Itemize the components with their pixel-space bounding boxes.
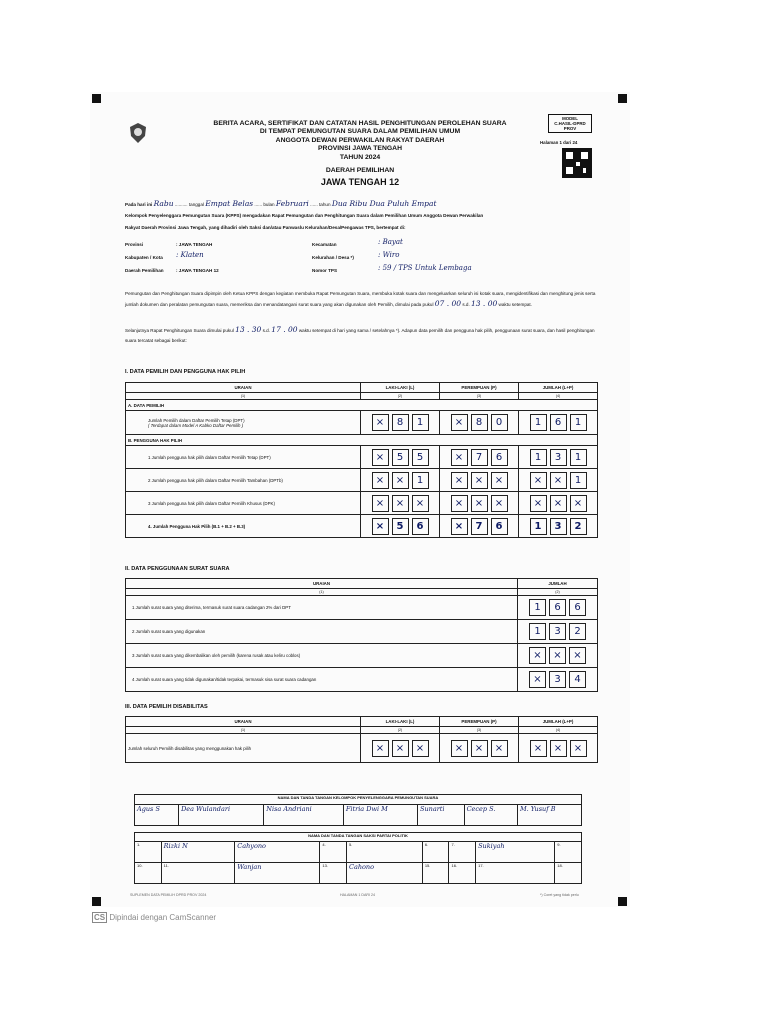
row-label: 4 Jumlah surat suara yang tidak digunakan/tidak terpakai, termasuk sisa surat suara cadangan xyxy=(126,668,518,692)
header-cell: PEREMPUAN (P) xyxy=(440,383,519,393)
paragraph-2 xyxy=(125,325,605,346)
header-cell: URAIAN xyxy=(126,579,518,589)
digit-cell: × xyxy=(471,472,488,489)
saksi-cell: 9. xyxy=(555,842,582,863)
digit-cell: × xyxy=(530,740,547,757)
corner-mark xyxy=(92,94,101,103)
digit-cell: 3 xyxy=(550,449,567,466)
tps-label: Nomor TPS xyxy=(312,268,338,273)
digit-cell: × xyxy=(549,647,566,664)
row-label: 1 Jumlah pengguna hak pilih dalam Daftar Pemilih Tetap (DPT) xyxy=(126,446,361,469)
digit-cell: × xyxy=(491,472,508,489)
saksi-signature: Rizki N xyxy=(161,842,235,863)
digit-cell: 1 xyxy=(529,599,546,616)
digit-cell: × xyxy=(412,740,429,757)
digit-cell: 0 xyxy=(491,414,508,431)
section-1-title: I. DATA PEMILIH DAN PENGGUNA HAK PILIH xyxy=(125,369,246,375)
digit-cell: 3 xyxy=(549,623,566,640)
digit-cell: × xyxy=(550,472,567,489)
value-j xyxy=(519,411,598,435)
saksi-signature: Cahono xyxy=(346,863,422,884)
digit-cell: × xyxy=(372,495,389,512)
digit-cell: 8 xyxy=(392,414,409,431)
value-p xyxy=(440,411,519,435)
saksi-table xyxy=(134,832,582,884)
digit-cell: × xyxy=(451,518,468,535)
digit-cell: 5 xyxy=(392,518,409,535)
saksi-cell: 4. xyxy=(320,842,347,863)
title-line: DI TEMPAT PEMUNGUTAN SUARA DALAM PEMILIHAN UMUM xyxy=(259,128,461,136)
qr-code-icon xyxy=(562,148,592,178)
paragraph-text: waktu setempat. xyxy=(498,302,532,307)
digit-cell: × xyxy=(529,671,546,688)
digit-cell: 3 xyxy=(550,518,567,535)
digit-cell: × xyxy=(392,495,409,512)
digit-cell: 1 xyxy=(530,449,547,466)
sd-label: s.d. xyxy=(462,302,470,307)
paragraph-text: Pemungutan dan Penghitungan Suara dipimpin oleh Ketua KPPS dengan kegiatan membuka Rapat Pemungutan Suara, membuka kotak suara dan mengeluarkan seluruh isi kotak suara, mengidentifikasi dan menghitung jenis serta jumlah dokumen dan peralatan pemungutan suara, memeriksa dan menandatangani surat suara yang akan digunakan oleh Pemilih, dimulai pada pukul xyxy=(125,291,596,307)
digit-cell: × xyxy=(491,740,508,757)
model-line: PROV xyxy=(563,126,577,131)
header-cell: URAIAN xyxy=(126,717,361,727)
paragraph-1 xyxy=(125,289,605,310)
digit-cell: × xyxy=(392,740,409,757)
kpu-logo-icon xyxy=(128,122,148,144)
num-cell: (4) xyxy=(519,727,598,734)
kpps-signature: Nisa Andriani xyxy=(266,805,312,813)
camscanner-text: Dipindai dengan CamScanner xyxy=(109,913,217,922)
section-3-title: III. DATA PEMILIH DISABILITAS xyxy=(125,704,208,710)
digit-cell: × xyxy=(471,740,488,757)
daerah-value: JAWA TENGAH 12 xyxy=(320,177,400,187)
digit-cell: 1 xyxy=(412,414,429,431)
camscanner-icon: CS xyxy=(94,913,106,922)
digit-cell: × xyxy=(372,472,389,489)
digit-cell: × xyxy=(372,740,389,757)
digit-cell: × xyxy=(491,495,508,512)
digit-cell: × xyxy=(550,740,567,757)
digit-cell: 1 xyxy=(530,414,547,431)
saksi-cell: 1. xyxy=(135,842,162,863)
digit-cell: 3 xyxy=(549,671,566,688)
saksi-cell: 13. xyxy=(320,863,347,884)
digit-cell: 1 xyxy=(529,623,546,640)
kelurahan-label: Kelurahan / Desa *) xyxy=(312,255,354,260)
header-cell: JUMLAH (L+P) xyxy=(519,383,598,393)
digit-cell: 7 xyxy=(471,518,488,535)
saksi-cell: 16. xyxy=(449,863,476,884)
digit-cell: 6 xyxy=(412,518,429,535)
num-cell: (1) xyxy=(126,393,361,400)
footer-left: SUPLEMEN DATA PEMILIH DPRD PROV 2024 xyxy=(130,893,207,897)
kpps-signature: Agus S xyxy=(137,805,160,813)
num-cell: (1) xyxy=(126,589,518,596)
digit-cell: × xyxy=(451,449,468,466)
kabupaten-label: Kabupaten / Kota xyxy=(125,255,163,260)
digit-cell: 2 xyxy=(569,623,586,640)
digit-cell: × xyxy=(451,740,468,757)
hari-value: Rabu xyxy=(153,199,174,208)
kecamatan-label: Kecamatan xyxy=(312,242,337,247)
header-cell: LAKI-LAKI (L) xyxy=(361,383,440,393)
tanggal-label: tanggal xyxy=(188,202,204,207)
row-label: 3 Jumlah surat suara yang dikembalikan oleh pemilih (karena rusak atau keliru coblos) xyxy=(126,644,518,668)
header-cell: JUMLAH xyxy=(518,579,598,589)
model-line: MODEL xyxy=(562,116,578,121)
footer-right: *) Coret yang tidak perlu xyxy=(540,893,579,897)
digit-cell: × xyxy=(451,414,468,431)
model-line: C.HASIL-DPRD xyxy=(554,121,586,126)
footer-middle: HALAMAN 1 DARI 24 xyxy=(340,893,375,897)
digit-cell: 6 xyxy=(549,599,566,616)
digit-cell: × xyxy=(530,472,547,489)
kpps-signature: Dea Wulandari xyxy=(181,805,231,813)
saksi-signature: Sukiyah xyxy=(476,842,555,863)
title-line: ANGGOTA DEWAN PERWAKILAN RAKYAT DAERAH xyxy=(275,136,445,144)
row-label xyxy=(126,411,361,435)
num-cell: (1) xyxy=(126,727,361,734)
saksi-cell: 15. xyxy=(422,863,449,884)
digit-cell: 6 xyxy=(491,518,508,535)
digit-cell: × xyxy=(530,495,547,512)
corner-mark xyxy=(92,897,101,906)
bulan-label: bulan xyxy=(263,202,275,207)
bulan-value: Februari xyxy=(275,199,309,208)
section-1-table xyxy=(125,382,598,538)
row-sub-text: ( Terdapat dalam Model A Kabko Daftar Pemilih ) xyxy=(148,422,244,428)
digit-cell: 1 xyxy=(570,449,587,466)
title-line: PROVINSI JAWA TENGAH xyxy=(318,145,402,153)
digit-cell: × xyxy=(451,472,468,489)
intro-line: Pada hari ini Rabu .......... tanggal Empat Belas ...... bulan Februari ...... tahun Dua Ribu Dua Puluh Empat xyxy=(125,199,437,208)
digit-cell: × xyxy=(392,472,409,489)
num-cell: (2) xyxy=(518,589,598,596)
kpps-signature: M. Yusuf B xyxy=(520,805,556,813)
corner-mark xyxy=(618,897,627,906)
digit-cell: × xyxy=(569,647,586,664)
saksi-cell: 6. xyxy=(422,842,449,863)
intro-prefix: Pada hari ini xyxy=(125,202,153,207)
row-label: 3 Jumlah pengguna hak pilih dalam Daftar Pemilih Khusus (DPK) xyxy=(126,492,361,515)
digit-cell: × xyxy=(570,495,587,512)
digit-cell: × xyxy=(451,495,468,512)
digit-cell: × xyxy=(529,647,546,664)
camscanner-watermark xyxy=(92,913,216,922)
daerah-label: DAERAH PEMILIHAN xyxy=(325,167,395,174)
signature-table xyxy=(134,794,582,826)
digit-cell: 1 xyxy=(570,414,587,431)
saksi-cell: 17. xyxy=(476,863,555,884)
saksi-cell: 7. xyxy=(449,842,476,863)
row-label: 2 Jumlah surat suara yang digunakan xyxy=(126,620,518,644)
header-cell: PEREMPUAN (P) xyxy=(440,717,519,727)
digit-cell: 1 xyxy=(530,518,547,535)
digit-cell: 6 xyxy=(550,414,567,431)
sd-label: s.d. xyxy=(262,328,271,333)
digit-cell: × xyxy=(372,449,389,466)
kpps-signature: Cecep S. xyxy=(466,805,496,813)
digit-cell: × xyxy=(372,414,389,431)
digit-cell: × xyxy=(471,495,488,512)
saksi-signature: Cahyono xyxy=(235,842,320,863)
digit-cell: 4 xyxy=(569,671,586,688)
digit-cell: × xyxy=(372,518,389,535)
digit-cell: 5 xyxy=(392,449,409,466)
row-label-text: Jumlah Pemilih dalam Daftar Pemilih Tetap (DPT) xyxy=(148,417,245,423)
digit-cell: 1 xyxy=(570,472,587,489)
dapil-label: Daerah Pemilihan xyxy=(125,268,164,273)
model-box xyxy=(548,114,592,133)
document-title xyxy=(170,120,550,162)
kabupaten-value: : Klaten xyxy=(176,251,204,259)
row-label: 2 Jumlah pengguna hak pilih dalam Daftar Pemilih Tambahan (DPTb) xyxy=(126,469,361,492)
count-end-time: 17 . 00 xyxy=(271,325,298,334)
digit-cell: 6 xyxy=(569,599,586,616)
kecamatan-value: : Bayat xyxy=(378,238,403,246)
end-time: 13 . 00 xyxy=(471,299,498,308)
saksi-cell: 10. xyxy=(135,863,162,884)
tps-value: : 59 / TPS Untuk Lembaga xyxy=(378,264,472,272)
digit-cell: 5 xyxy=(412,449,429,466)
dapil-value: : JAWA TENGAH 12 xyxy=(176,268,219,273)
kpps-title: NAMA DAN TANDA TANGAN KELOMPOK PENYELENGGARA PEMUNGUTAN SUARA xyxy=(135,795,582,805)
num-cell: (2) xyxy=(361,727,440,734)
digit-cell: 6 xyxy=(491,449,508,466)
digit-cell: 8 xyxy=(471,414,488,431)
tahun-value: Dua Ribu Dua Puluh Empat xyxy=(331,199,437,208)
digit-cell: 1 xyxy=(412,472,429,489)
start-time: 07 . 00 xyxy=(434,299,462,308)
saksi-cell: 5. xyxy=(346,842,422,863)
digit-cell: × xyxy=(412,495,429,512)
header-cell: JUMLAH (L+P) xyxy=(519,717,598,727)
provinsi-value: : JAWA TENGAH xyxy=(176,242,213,247)
section-3-table xyxy=(125,716,598,763)
count-start-time: 13 . 30 xyxy=(235,325,262,334)
header-cell: URAIAN xyxy=(126,383,361,393)
tahun-label: tahun xyxy=(319,202,331,207)
saksi-signature: Wanjan xyxy=(235,863,320,884)
paragraph-text: Selanjutnya Rapat Penghitungan Suara dimulai pukul xyxy=(125,328,234,333)
group-label: B. PENGGUNA HAK PILIH xyxy=(126,435,598,446)
saksi-title: NAMA DAN TANDA TANGAN SAKSI PARTAI POLITIK xyxy=(135,833,582,842)
digit-cell: × xyxy=(550,495,567,512)
row-label: 1 Jumlah surat suara yang diterima, termasuk surat suara cadangan 2% dari DPT xyxy=(126,596,518,620)
provinsi-label: Provinsi xyxy=(125,242,144,247)
num-cell: (2) xyxy=(361,393,440,400)
page-number: Halaman 1 dari 24 xyxy=(540,140,578,145)
row-label: Jumlah seluruh Pemilih disabilitas yang menggunakan hak pilih xyxy=(126,734,361,763)
group-label: A. DATA PEMILIH xyxy=(126,400,598,411)
intro-line: Kelompok Penyelenggara Pemungutan Suara (KPPS) mengadakan Rapat Pemungutan dan Penghitungan Suara dalam Pemilihan Umum Anggota Dewan Perwakilan xyxy=(125,213,484,218)
section-2-title: II. DATA PENGGUNAAN SURAT SUARA xyxy=(125,566,230,572)
num-cell: (3) xyxy=(440,393,519,400)
header-cell: LAKI-LAKI (L) xyxy=(361,717,440,727)
saksi-cell: 11. xyxy=(161,863,235,884)
intro-line: Rakyat Daerah Provinsi Jawa Tengah, yang dihadiri oleh Saksi dan/atau Panwaslu Kelurahan/Desa/Pengawas TPS, bertempat di: xyxy=(125,225,406,230)
saksi-cell: 18. xyxy=(555,863,582,884)
corner-mark xyxy=(618,94,627,103)
kpps-signature: Sunarti xyxy=(420,805,445,813)
paragraph-text: waktu setempat di hari yang sama / setelahnya *). Adapun data pemilih dan pengguna hak pilih, penggunaan surat suara, dan hasil penghitungan suara tercatat sebagai berikut: xyxy=(125,328,595,343)
tanggal-value: Empat Belas xyxy=(205,199,254,208)
title-line: BERITA ACARA, SERTIFIKAT DAN CATATAN HASIL PENGHITUNGAN PEROLEHAN SUARA xyxy=(213,120,507,127)
num-cell: (3) xyxy=(440,727,519,734)
digit-cell: 7 xyxy=(471,449,488,466)
digit-cell: 2 xyxy=(570,518,587,535)
title-line: TAHUN 2024 xyxy=(339,153,381,161)
num-cell: (4) xyxy=(519,393,598,400)
kelurahan-value: : Wiro xyxy=(378,251,400,259)
kpps-signature: Fitria Dwi M xyxy=(345,805,388,813)
row-label: 4. Jumlah Pengguna Hak Pilih (B.1 + B.2 + B.3) xyxy=(126,515,361,538)
value-l xyxy=(361,411,440,435)
section-2-table xyxy=(125,578,598,692)
digit-cell: × xyxy=(570,740,587,757)
